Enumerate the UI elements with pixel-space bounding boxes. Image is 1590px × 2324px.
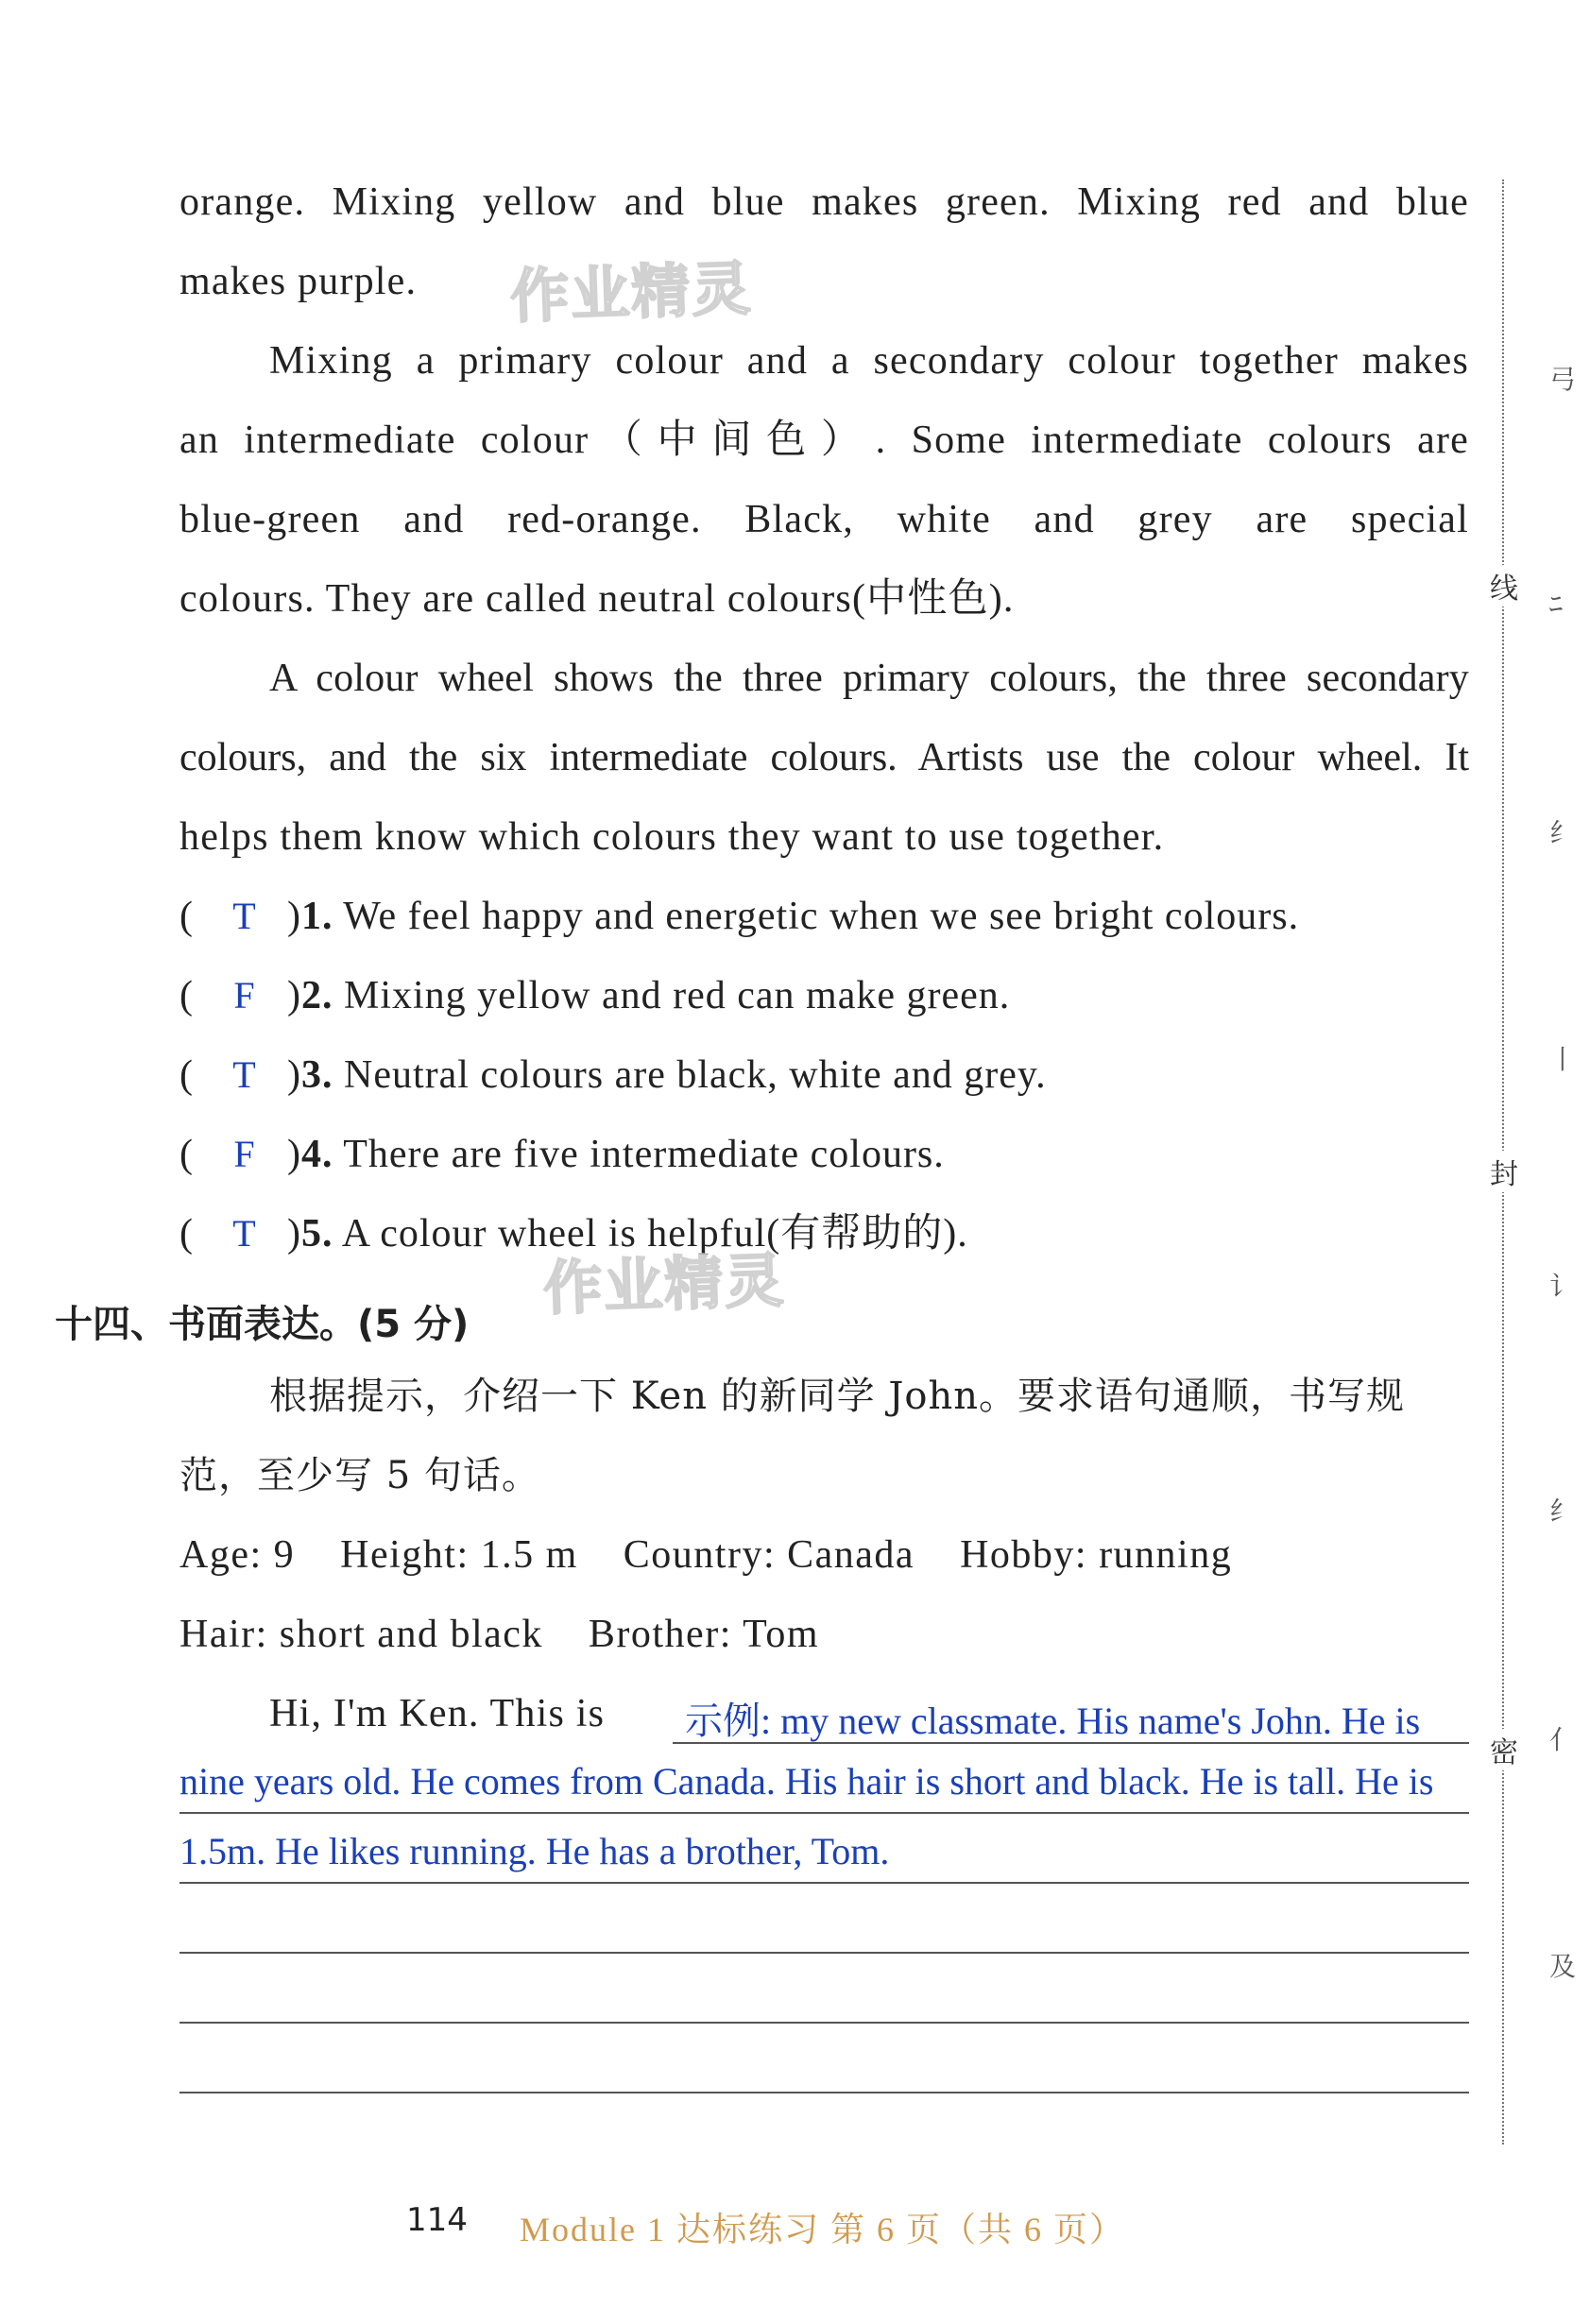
- cut-label-feng: 封: [1488, 1151, 1520, 1192]
- passage-line-4: an intermediate colour（中间色）. Some intermediate colours are: [180, 419, 1469, 462]
- writing-line: [180, 1952, 1469, 1954]
- edge-glyph: 纟: [1549, 817, 1577, 848]
- instruction-line-1: 根据提示，介绍一下 Ken 的新同学 John。要求语句通顺，书写规: [269, 1375, 1406, 1418]
- writing-line: [180, 1882, 1469, 1884]
- paren-close: ): [287, 895, 301, 938]
- watermark-logo: 作业精灵: [508, 253, 754, 332]
- essay-starter: Hi, I'm Ken. This is: [269, 1692, 606, 1735]
- question-1: [180, 877, 1483, 956]
- answer-mark: F: [233, 1133, 256, 1175]
- paren-open: (: [180, 1133, 194, 1176]
- footer-label: Module 1 达标练习 第 6 页（共 6 页）: [520, 2211, 1125, 2248]
- paren-close: ): [287, 1212, 301, 1256]
- writing-line: [180, 2092, 1469, 2093]
- paren-open: (: [180, 974, 194, 1017]
- edge-glyph: 弓: [1549, 364, 1577, 395]
- edge-glyph: 丨: [1549, 1044, 1577, 1075]
- paren-close: ): [287, 1133, 301, 1176]
- question-number: 5.: [301, 1212, 333, 1256]
- answer-mark: T: [232, 1053, 257, 1096]
- cut-label-mi: 密: [1488, 1729, 1520, 1770]
- question-number: 2.: [301, 974, 333, 1017]
- passage-line-1: orange. Mixing yellow and blue makes green. Mixing red and blue: [180, 180, 1469, 224]
- essay-answer-line-2: nine years old. He comes from Canada. His hair is short and black. He is tall. He is: [180, 1760, 1434, 1803]
- paren-open: (: [180, 895, 194, 938]
- question-4: [180, 1115, 1483, 1194]
- edge-glyph: 讠: [1549, 1271, 1577, 1302]
- passage-line-3: Mixing a primary colour and a secondary colour together makes: [269, 339, 1469, 383]
- section-title: 十四、书面表达。(5 分): [55, 1303, 470, 1346]
- question-2: [180, 956, 1483, 1035]
- essay-answer-line-1: 示例: my new classmate. His name's John. He is: [685, 1700, 1421, 1742]
- writing-line: [180, 2022, 1469, 2024]
- passage-line-2: makes purple.: [180, 260, 418, 303]
- paren-close: ): [287, 1053, 301, 1097]
- answer-mark: T: [232, 895, 257, 937]
- question-number: 1.: [301, 895, 333, 938]
- edge-glyph: 亻: [1549, 1724, 1577, 1755]
- writing-line: [180, 1812, 1469, 1814]
- page-number: 114: [406, 2201, 468, 2239]
- question-text: We feel happy and energetic when we see bright colours.: [343, 895, 1300, 938]
- question-text: Mixing yellow and red can make green.: [344, 974, 1011, 1017]
- cut-label-xian: 线: [1488, 565, 1520, 607]
- passage-line-8: colours, and the six intermediate colours. Artists use the colour wheel. It: [180, 736, 1469, 779]
- hints-line-1: Age: 9 Height: 1.5 m Country: Canada Hobby: running: [180, 1533, 1233, 1577]
- paren-close: ): [287, 974, 301, 1017]
- passage-line-9: helps them know which colours they want to use together.: [180, 815, 1165, 859]
- answer-mark: F: [233, 974, 256, 1017]
- question-text: A colour wheel is helpful(有帮助的).: [341, 1212, 968, 1256]
- passage-line-7: A colour wheel shows the three primary colours, the three secondary: [269, 657, 1469, 700]
- essay-answer-line-3: 1.5m. He likes running. He has a brother, Tom.: [180, 1830, 890, 1872]
- question-3: [180, 1035, 1483, 1115]
- hints-line-2: Hair: short and black Brother: Tom: [180, 1613, 819, 1656]
- passage-line-6: colours. They are called neutral colours(中性色).: [180, 577, 1015, 621]
- edge-glyph: ﾆ: [1549, 589, 1564, 620]
- writing-line: [673, 1742, 1469, 1744]
- paren-open: (: [180, 1053, 194, 1097]
- question-5: [180, 1194, 1483, 1273]
- answer-mark: T: [232, 1212, 257, 1255]
- question-number: 3.: [301, 1053, 333, 1097]
- edge-glyph: 及: [1549, 1951, 1577, 1982]
- edge-glyph: 纟: [1549, 1495, 1577, 1527]
- question-number: 4.: [301, 1133, 333, 1176]
- page-footer: [0, 2201, 1590, 2258]
- question-text: There are five intermediate colours.: [343, 1133, 945, 1176]
- paren-open: (: [180, 1212, 194, 1256]
- watermark-logo: 作业精灵: [541, 1245, 787, 1324]
- passage-line-5: blue-green and red-orange. Black, white and grey are special: [180, 498, 1469, 541]
- question-text: Neutral colours are black, white and grey.: [344, 1053, 1047, 1097]
- instruction-line-2: 范，至少写 5 句话。: [180, 1454, 540, 1497]
